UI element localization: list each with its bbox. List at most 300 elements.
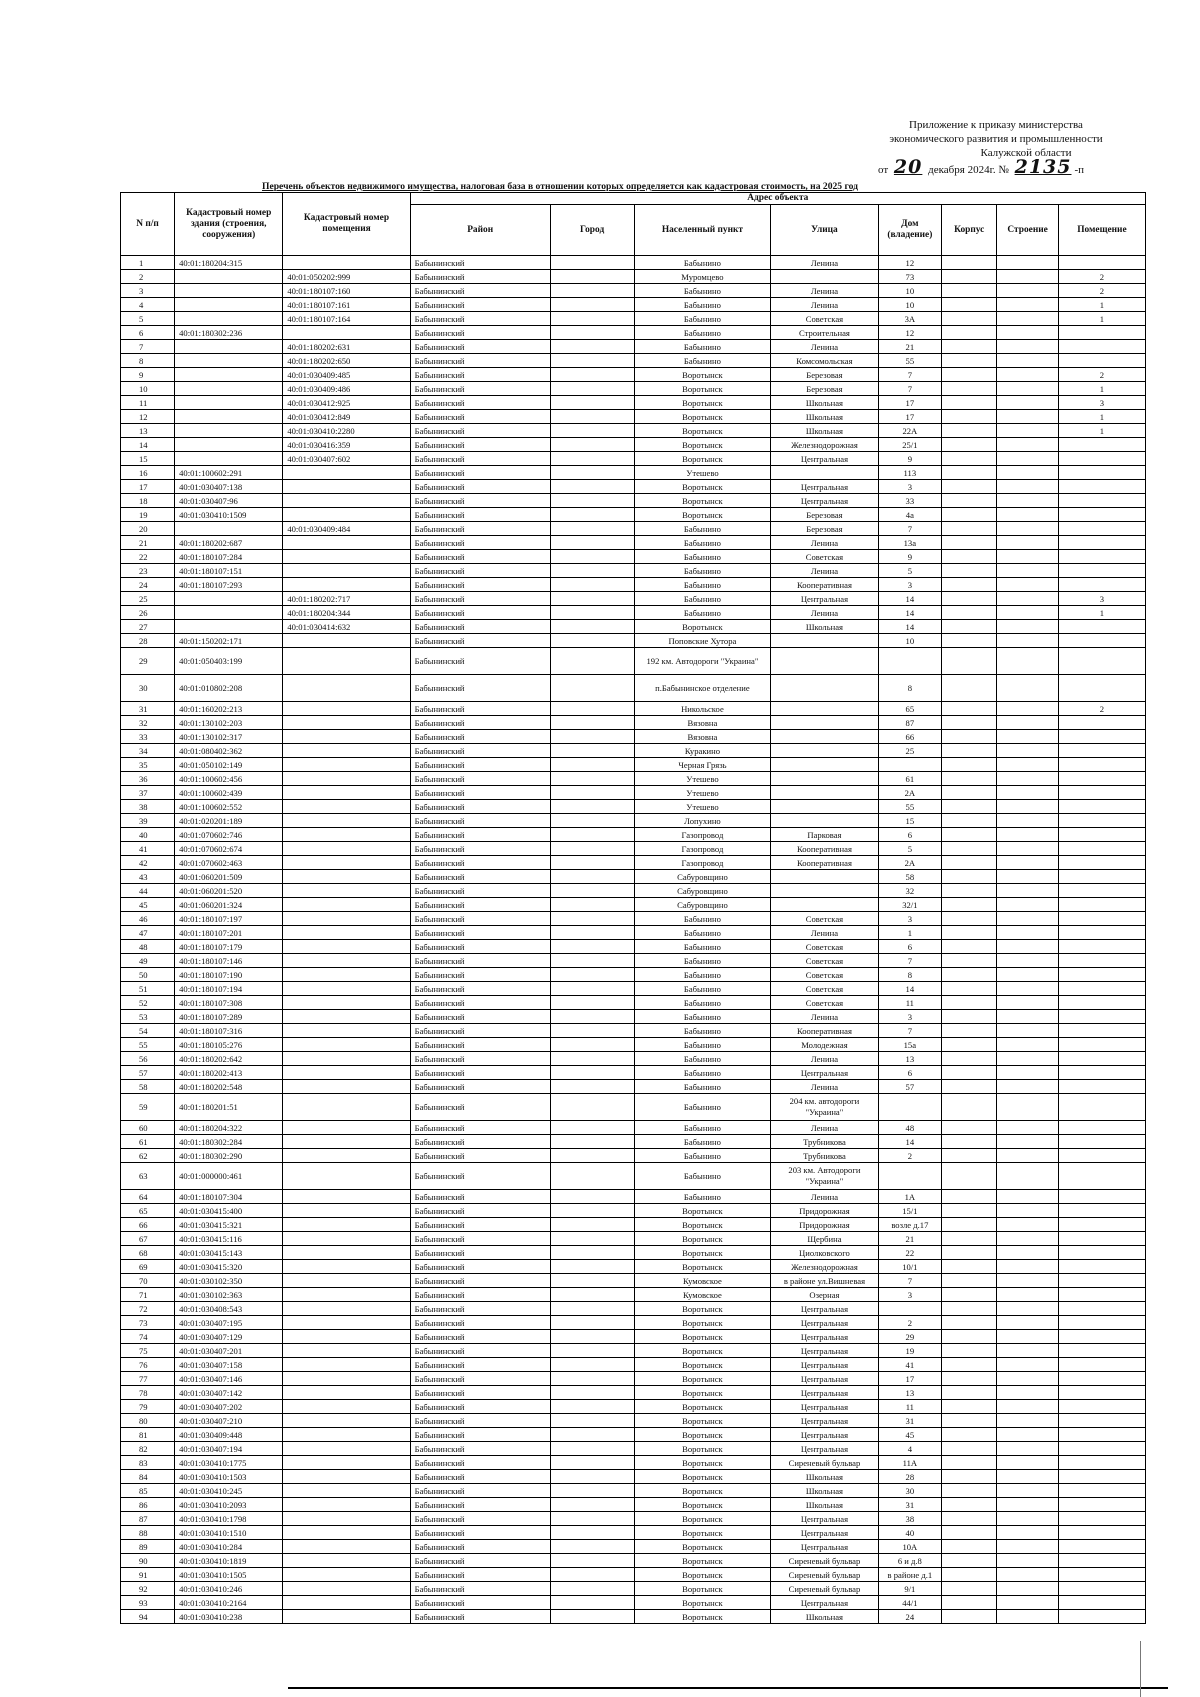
cell-building [175,368,283,382]
cell-locality: Бабынино [634,940,771,954]
cell-premise: 40:01:030416:359 [283,438,410,452]
cell-room [1058,800,1145,814]
table-row [121,786,1146,800]
cell-building [175,270,283,284]
cell-street: Сиреневый бульвар [771,1554,878,1568]
cell-city [550,1288,634,1302]
cell-room [1058,1024,1145,1038]
cell-city [550,1442,634,1456]
cell-district: Бабынинский [410,1121,550,1135]
cell-locality: Бабынино [634,354,771,368]
cell-city [550,1568,634,1582]
cell-premise [283,508,410,522]
table-row [121,382,1146,396]
cell-structure [997,1094,1059,1121]
cell-building: 40:01:180202:548 [175,1080,283,1094]
cell-street: Центральная [771,1400,878,1414]
cell-korpus [942,1596,997,1610]
cell-district: Бабынинский [410,954,550,968]
cell-num: 28 [121,634,175,648]
cell-building: 40:01:030410:1505 [175,1568,283,1582]
cell-building: 40:01:180107:146 [175,954,283,968]
cell-room [1058,1484,1145,1498]
cell-building: 40:01:030407:201 [175,1344,283,1358]
scan-mark [1140,1641,1141,1697]
cell-premise: 40:01:030409:485 [283,368,410,382]
cell-korpus [942,884,997,898]
cell-building: 40:01:180201:51 [175,1094,283,1121]
cell-house: 4а [878,508,942,522]
cell-city [550,898,634,912]
cell-structure [997,1080,1059,1094]
cell-num: 92 [121,1582,175,1596]
cell-num: 40 [121,828,175,842]
cell-building: 40:01:030407:129 [175,1330,283,1344]
cell-num: 3 [121,284,175,298]
cell-building: 40:01:050403:199 [175,648,283,675]
cell-locality: Воротынск [634,452,771,466]
cell-korpus [942,1386,997,1400]
table-row [121,592,1146,606]
table-row [121,1484,1146,1498]
cell-house: 17 [878,410,942,424]
cell-room: 2 [1058,284,1145,298]
cell-street: Ленина [771,284,878,298]
cell-district: Бабынинский [410,1428,550,1442]
table-row [121,954,1146,968]
col-city: Город [550,205,634,256]
cell-city [550,424,634,438]
cell-premise [283,1066,410,1080]
cell-street: Центральная [771,1302,878,1316]
cell-locality: Поповские Хутора [634,634,771,648]
cell-room: 1 [1058,312,1145,326]
cell-street: Ленина [771,606,878,620]
cell-premise [283,996,410,1010]
cell-room [1058,508,1145,522]
cell-premise: 40:01:030410:2280 [283,424,410,438]
cell-district: Бабынинский [410,1094,550,1121]
cell-city [550,564,634,578]
cell-building [175,382,283,396]
cell-street: Советская [771,982,878,996]
cell-house: 3А [878,312,942,326]
cell-korpus [942,675,997,702]
cell-korpus [942,1540,997,1554]
cell-locality: Бабынино [634,1080,771,1094]
table-row [121,1596,1146,1610]
cell-building: 40:01:030410:1819 [175,1554,283,1568]
table-row [121,1274,1146,1288]
cell-premise [283,898,410,912]
cell-locality: Утешево [634,772,771,786]
cell-structure [997,606,1059,620]
table-row [121,716,1146,730]
table-row [121,1372,1146,1386]
cell-district: Бабынинский [410,814,550,828]
cell-num: 2 [121,270,175,284]
cell-premise [283,1358,410,1372]
cell-korpus [942,382,997,396]
table-row [121,702,1146,716]
cell-house: 29 [878,1330,942,1344]
cell-building: 40:01:130102:203 [175,716,283,730]
cell-korpus [942,312,997,326]
cell-premise [283,1288,410,1302]
cell-district: Бабынинский [410,1554,550,1568]
cell-street [771,814,878,828]
cell-city [550,1358,634,1372]
cell-premise [283,716,410,730]
cell-room [1058,828,1145,842]
cell-locality: Вязовна [634,730,771,744]
cell-house: 13 [878,1386,942,1400]
cell-house: 113 [878,466,942,480]
cell-district: Бабынинский [410,786,550,800]
cell-house [878,758,942,772]
cell-building [175,452,283,466]
cell-num: 9 [121,368,175,382]
cell-locality: Воротынск [634,368,771,382]
cell-num: 73 [121,1316,175,1330]
cell-room [1058,1052,1145,1066]
table-body [121,256,1146,1624]
cell-premise: 40:01:030414:632 [283,620,410,634]
cell-house: 14 [878,592,942,606]
cell-building: 40:01:180204:315 [175,256,283,270]
cell-building: 40:01:030410:1798 [175,1512,283,1526]
cell-building: 40:01:030410:2093 [175,1498,283,1512]
cell-house: 21 [878,1232,942,1246]
cell-city [550,675,634,702]
cell-korpus [942,466,997,480]
cell-street: Центральная [771,1344,878,1358]
cell-district: Бабынинский [410,1163,550,1190]
table-row [121,1554,1146,1568]
cell-korpus [942,758,997,772]
cell-room [1058,772,1145,786]
cell-city [550,926,634,940]
cell-locality: п.Бабынинское отделение [634,675,771,702]
cell-premise [283,1246,410,1260]
cell-structure [997,452,1059,466]
cell-korpus [942,1204,997,1218]
cell-num: 5 [121,312,175,326]
cell-num: 1 [121,256,175,270]
table-row [121,1316,1146,1330]
cell-city [550,744,634,758]
table-row [121,1582,1146,1596]
cell-district: Бабынинский [410,926,550,940]
cell-locality: Воротынск [634,1372,771,1386]
cell-structure [997,1149,1059,1163]
cell-building: 40:01:030415:400 [175,1204,283,1218]
cell-korpus [942,856,997,870]
cell-street: Центральная [771,1386,878,1400]
table-row [121,606,1146,620]
cell-locality: Кумовское [634,1288,771,1302]
cell-building [175,522,283,536]
cell-street: Кооперативная [771,842,878,856]
cell-street: 203 км. Автодороги "Украина" [771,1163,878,1190]
cell-structure [997,298,1059,312]
cell-korpus [942,1414,997,1428]
cell-num: 12 [121,410,175,424]
cell-premise [283,814,410,828]
cell-room [1058,675,1145,702]
cell-num: 87 [121,1512,175,1526]
cell-structure [997,1052,1059,1066]
cell-locality: Бабынино [634,550,771,564]
cell-num: 19 [121,508,175,522]
cell-street: Ленина [771,1010,878,1024]
cell-locality: Кумовское [634,1274,771,1288]
cell-city [550,1010,634,1024]
cell-house: 13а [878,536,942,550]
table-row [121,410,1146,424]
table-row [121,1204,1146,1218]
cell-building: 40:01:180302:284 [175,1135,283,1149]
cell-city [550,1316,634,1330]
cell-house: 14 [878,620,942,634]
cell-building: 40:01:030409:448 [175,1428,283,1442]
cell-locality: Воротынск [634,1442,771,1456]
cell-locality: Воротынск [634,1540,771,1554]
cell-premise [283,256,410,270]
cell-street [771,730,878,744]
cell-num: 7 [121,340,175,354]
cell-room [1058,648,1145,675]
cell-korpus [942,1442,997,1456]
cell-premise [283,1218,410,1232]
cell-korpus [942,1526,997,1540]
cell-city [550,856,634,870]
table-row [121,1288,1146,1302]
cell-room [1058,1010,1145,1024]
cell-num: 79 [121,1400,175,1414]
cell-house: 31 [878,1498,942,1512]
cell-house: 41 [878,1358,942,1372]
cell-locality: Бабынино [634,606,771,620]
cell-building: 40:01:030415:116 [175,1232,283,1246]
cell-premise [283,912,410,926]
table-row [121,1344,1146,1358]
col-num: N п/п [121,193,175,256]
cell-premise: 40:01:030409:484 [283,522,410,536]
cell-num: 54 [121,1024,175,1038]
cell-building: 40:01:150202:171 [175,634,283,648]
cell-locality: Бабынино [634,312,771,326]
cell-district: Бабынинский [410,438,550,452]
cell-korpus [942,550,997,564]
cell-locality: Воротынск [634,1400,771,1414]
cell-street: Ленина [771,340,878,354]
cell-premise: 40:01:180107:161 [283,298,410,312]
table-row [121,1512,1146,1526]
cell-house: 65 [878,702,942,716]
cell-building: 40:01:180105:276 [175,1038,283,1052]
cell-structure [997,1232,1059,1246]
cell-locality: Сабуровщино [634,870,771,884]
cell-korpus [942,1010,997,1024]
cell-district: Бабынинский [410,1260,550,1274]
cell-house: 6 [878,1066,942,1080]
cell-num: 65 [121,1204,175,1218]
cell-korpus [942,1400,997,1414]
cell-room [1058,1386,1145,1400]
table-row [121,1428,1146,1442]
table-row [121,424,1146,438]
cell-room [1058,842,1145,856]
cell-num: 4 [121,298,175,312]
table-row [121,856,1146,870]
cell-korpus [942,648,997,675]
cell-house: 1 [878,926,942,940]
cell-building: 40:01:100602:291 [175,466,283,480]
cell-building [175,592,283,606]
cell-city [550,1456,634,1470]
cell-structure [997,1456,1059,1470]
cell-locality: Воротынск [634,424,771,438]
cell-structure [997,1358,1059,1372]
cell-premise [283,1554,410,1568]
cell-structure [997,786,1059,800]
cell-num: 59 [121,1094,175,1121]
cell-street: Советская [771,954,878,968]
table-row [121,1024,1146,1038]
cell-street [771,884,878,898]
cell-room [1058,326,1145,340]
cell-premise [283,1163,410,1190]
cell-city [550,1274,634,1288]
cell-district: Бабынинский [410,968,550,982]
table-row [121,1568,1146,1582]
cell-district: Бабынинский [410,884,550,898]
cell-locality: Воротынск [634,1582,771,1596]
cell-premise: 40:01:030407:602 [283,452,410,466]
cell-locality: Воротынск [634,438,771,452]
cell-building: 40:01:030415:143 [175,1246,283,1260]
cell-num: 35 [121,758,175,772]
cell-district: Бабынинский [410,1344,550,1358]
cell-korpus [942,828,997,842]
cell-district: Бабынинский [410,1568,550,1582]
cell-room [1058,354,1145,368]
cell-premise [283,1568,410,1582]
cell-house: 6 и д.8 [878,1554,942,1568]
cell-room [1058,1456,1145,1470]
cell-korpus [942,424,997,438]
cell-city [550,1414,634,1428]
cell-structure [997,1372,1059,1386]
cell-district: Бабынинский [410,480,550,494]
cell-district: Бабынинский [410,522,550,536]
cell-district: Бабынинский [410,452,550,466]
cell-city [550,1260,634,1274]
cell-korpus [942,480,997,494]
cell-city [550,536,634,550]
cell-premise [283,772,410,786]
cell-house: 19 [878,1344,942,1358]
cell-premise [283,1232,410,1246]
table-row [121,1190,1146,1204]
cell-korpus [942,1582,997,1596]
cell-locality: Воротынск [634,1414,771,1428]
table-row [121,480,1146,494]
cell-korpus [942,452,997,466]
cell-premise [283,1330,410,1344]
cell-city [550,452,634,466]
cell-room [1058,1610,1145,1624]
cell-building: 40:01:100602:552 [175,800,283,814]
cell-room [1058,982,1145,996]
cell-structure [997,898,1059,912]
cell-locality: Воротынск [634,410,771,424]
cell-city [550,1204,634,1218]
cell-room [1058,968,1145,982]
cell-korpus [942,842,997,856]
cell-city [550,870,634,884]
cell-structure [997,634,1059,648]
cell-district: Бабынинский [410,1302,550,1316]
cell-room [1058,1596,1145,1610]
table-row [121,870,1146,884]
cell-korpus [942,1512,997,1526]
cell-district: Бабынинский [410,284,550,298]
table-row [121,620,1146,634]
cell-locality: Лопухино [634,814,771,828]
cell-district: Бабынинский [410,312,550,326]
cell-street: Советская [771,968,878,982]
cell-house: 8 [878,675,942,702]
cell-premise [283,786,410,800]
cell-district: Бабынинский [410,634,550,648]
cell-room [1058,1204,1145,1218]
col-address: Адрес объекта [410,193,1145,205]
cell-building: 40:01:030102:363 [175,1288,283,1302]
cell-num: 84 [121,1470,175,1484]
cell-korpus [942,1135,997,1149]
cell-structure [997,1596,1059,1610]
cell-locality: Воротынск [634,1554,771,1568]
cell-building: 40:01:100602:439 [175,786,283,800]
cell-city [550,354,634,368]
date-mid: декабря 2024г. № [928,164,1009,176]
table-row [121,494,1146,508]
cell-premise [283,1080,410,1094]
cell-building: 40:01:070602:746 [175,828,283,842]
cell-street [771,466,878,480]
cell-city [550,1149,634,1163]
header-line-3: Калужской области [980,147,1072,159]
table-row [121,578,1146,592]
cell-structure [997,800,1059,814]
cell-premise [283,1456,410,1470]
cell-district: Бабынинский [410,1540,550,1554]
cell-num: 70 [121,1274,175,1288]
cell-num: 14 [121,438,175,452]
cell-house: 10А [878,1540,942,1554]
cell-num: 88 [121,1526,175,1540]
cell-room [1058,1149,1145,1163]
cell-district: Бабынинский [410,1442,550,1456]
cell-num: 32 [121,716,175,730]
cell-room [1058,1094,1145,1121]
cell-street: Школьная [771,1610,878,1624]
cell-room [1058,438,1145,452]
cell-house: 7 [878,1024,942,1038]
cell-premise [283,1400,410,1414]
